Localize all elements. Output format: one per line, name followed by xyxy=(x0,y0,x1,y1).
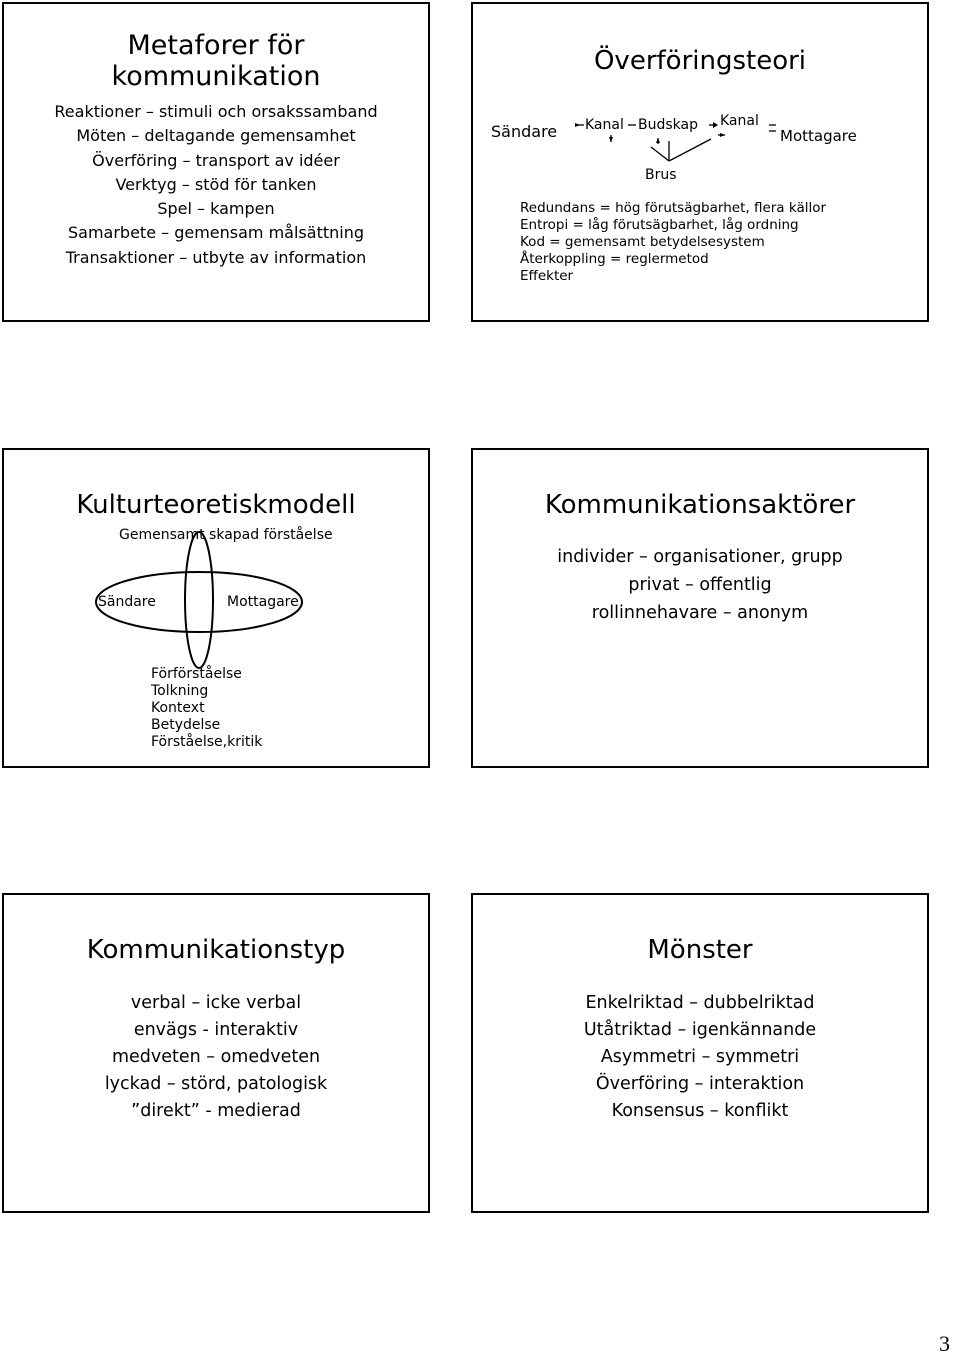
diagram-sender: Sändare xyxy=(491,122,558,141)
type-list xyxy=(4,990,428,1125)
list-item: rollinnehavare – anonym xyxy=(591,603,809,623)
list-item: Möten – deltagande gemensamhet xyxy=(76,126,356,146)
diagram-channel-2: Kanal xyxy=(720,113,759,129)
list-item: Överföring – interaktion xyxy=(595,1074,805,1094)
slide-title: Kommunikationsaktörer xyxy=(544,490,856,520)
list-item: envägs - interaktiv xyxy=(133,1020,299,1040)
list-item: Transaktioner – utbyte av information xyxy=(65,247,367,267)
list-item: lyckad – störd, patologisk xyxy=(104,1074,328,1094)
list-item: Förförståelse xyxy=(151,666,242,682)
list-item: Konsensus – konflikt xyxy=(611,1101,789,1121)
list-item: Redundans = hög förutsägbarhet, flera källor xyxy=(520,200,827,216)
slide-kommunikationstyp xyxy=(2,893,430,1213)
diagram-noise: Brus xyxy=(645,167,677,183)
list-item: Tolkning xyxy=(151,683,209,699)
list-item: ”direkt” - medierad xyxy=(131,1101,301,1121)
title-line-2: kommunikation xyxy=(111,61,321,92)
list-item: medveten – omedveten xyxy=(111,1047,321,1067)
list-item: Reaktioner – stimuli och orsakssamband xyxy=(54,102,378,121)
list-item: Entropi = låg förutsägbarhet, låg ordning xyxy=(520,217,799,233)
concept-list xyxy=(520,200,826,285)
diagram-message: Budskap xyxy=(638,117,698,133)
list-item: Utåtriktad – igenkännande xyxy=(583,1020,817,1040)
slide-monster xyxy=(471,893,929,1213)
slide-overforingsteori xyxy=(471,2,929,322)
slide-kulturteoretiskmodell xyxy=(2,448,430,768)
list-item: Asymmetri – symmetri xyxy=(600,1047,800,1067)
actor-list xyxy=(473,543,927,627)
diagram-subtitle: Gemensamt skapad förståelse xyxy=(119,527,333,543)
list-item: Samarbete – gemensam målsättning xyxy=(67,223,364,243)
list-item: Effekter xyxy=(520,268,574,284)
diagram-receiver: Mottagare xyxy=(780,127,857,145)
list-item: Kod = gemensamt betydelsesystem xyxy=(520,234,765,250)
list-item: verbal – icke verbal xyxy=(130,993,302,1013)
list-item: Betydelse xyxy=(151,717,221,733)
diagram-receiver: Mottagare xyxy=(227,594,299,610)
understanding-list xyxy=(151,666,262,751)
list-item: individer – organisationer, grupp xyxy=(557,547,843,567)
slide-title: Kommunikationstyp xyxy=(86,935,346,965)
diagram-sender: Sändare xyxy=(98,594,156,610)
slide-title: Kulturteoretiskmodell xyxy=(76,490,356,520)
list-item: Återkoppling = reglermetod xyxy=(520,251,709,267)
list-item: privat – offentlig xyxy=(628,575,772,595)
diagram-channel-1: Kanal xyxy=(585,117,624,133)
page-number: 3 xyxy=(939,1331,950,1356)
slide-kommunikationsaktorer xyxy=(471,448,929,768)
slide-metaforer xyxy=(2,2,430,322)
list-item: Verktyg – stöd för tanken xyxy=(115,174,317,194)
title-line-1: Metaforer för xyxy=(127,30,305,61)
list-item: Spel – kampen xyxy=(157,199,275,219)
slide-title: Mönster xyxy=(647,935,753,965)
list-item: Överföring – transport av idéer xyxy=(92,150,340,170)
slide-title xyxy=(4,30,428,92)
pattern-list xyxy=(473,990,927,1125)
slide-title: Överföringsteori xyxy=(593,46,807,76)
list-item: Förståelse,kritik xyxy=(151,734,263,750)
list-item: Kontext xyxy=(151,700,205,716)
metaphor-list xyxy=(4,100,428,270)
list-item: Enkelriktad – dubbelriktad xyxy=(585,993,815,1013)
